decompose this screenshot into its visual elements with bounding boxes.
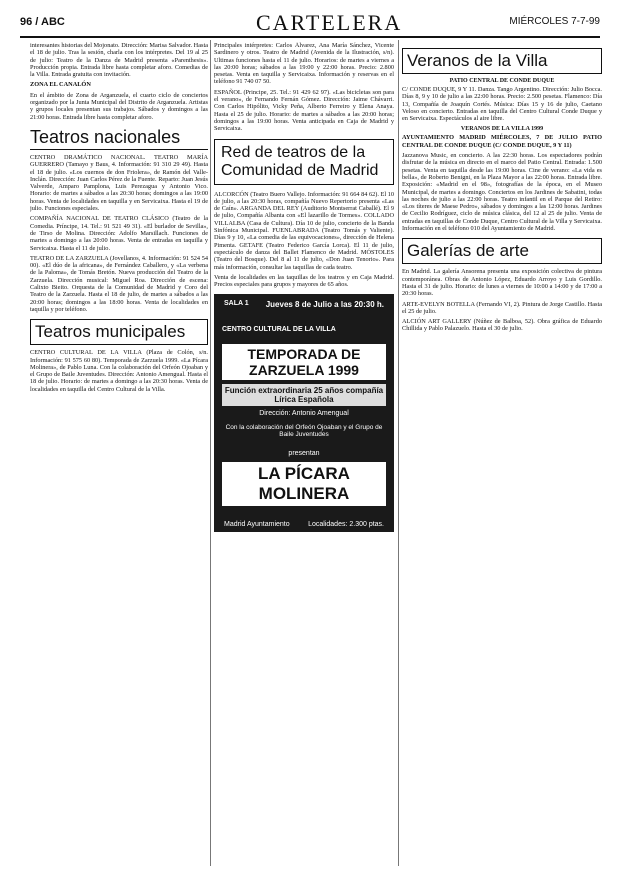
column-middle — [214, 42, 394, 864]
ad-logos: Madrid Ayuntamiento — [224, 521, 290, 529]
article-text: COMPAÑÍA NACIONAL DE TEATRO CLÁSICO (Teatro de la Comedia. Príncipe, 14. Tel.: 91 521 49 31). «El burlador de Sevilla», de Tirso de Molina. Dirección: Adolfo Marsillach. Funciones de martes a domingo a las 20:00 horas. Venta de entradas en taquilla y Servicaixa. Hasta el 11 de julio. — [30, 215, 208, 252]
ad-title: LA PÍCARA MOLINERA — [222, 462, 386, 506]
article-text: ALCIÓN ART GALLERY (Núñez de Balboa, 52). Obra gráfica de Eduardo Chillida y Pablo Palazuelo. Hasta el 30 de julio. — [402, 318, 602, 333]
article-text: Principales intérpretes: Carlos Álvarez, Ana María Sánchez, Vicente Sardinero y otros. Teatro de Madrid (Avenida de la Ilustración, s/n). Ultimas funciones hasta el 11 de julio. Horarios: de martes a viernes a las 20:00 horas; sábados a las 19:00 y 22:00 horas. Precio: 2.800 pesetas. Venta en taquilla y Servicaixa. Información y reservas en el teléfono 91 740 07 50. — [214, 42, 394, 86]
article-text: ESPAÑOL (Principe, 25. Tel.: 91 429 62 97). «Las bicicletas son para el verano», de Fernando Fernán Gómez. Dirección: Jaime Chávarri. Con Carlos Hipólito, Vicky Peña, Alberto Ferreiro y Elena Anaya. Hasta el 25 de julio. Horario: de martes a sábados a las 20:00 horas; domingos a las 19:00 horas. Venta anticipada en Caja de Madrid y Servicaixa. — [214, 88, 394, 133]
subheading: ZONA EL CANALÓN — [30, 81, 91, 89]
subheading: VERANOS DE LA VILLA 1999 — [460, 126, 544, 133]
ad-funcion: Función extraordinaria 25 años compañía Lírica Española — [222, 384, 386, 406]
article-text: Jazzanova Music, en concierto. A las 22:30 horas. Los espectadores podrán disfrutar de la música en directo en el marco del Patio Central. Entrada: 1.500 pesetas. Venta en taquilla desde las 19:00 horas. Cine de verano: «La vida es bella», de Roberto Benigni, en la Plaza Mayor a las 22:00 horas. Entrada libre. Exposición: «Madrid en el 98», fotografías de la época, en el Museo Municipal, de martes a domingo. Conciertos en los Jardines de Sabatini, todas las noches de julio a las 22:00 horas. Teatro infantil en el Parque del Retiro: «Los títeres de Maese Pedro», sábados y domingos a las 12:00 horas. Jardines de Cecilio Rodríguez, ciclo de música clásica, del 12 al 25 de julio. Venta de entradas en taquillas de Conde Duque, Centro Cultural de la Villa y Servicaixa. Información en el teléfono 010 del Ayuntamiento de Madrid. — [402, 152, 602, 233]
article-text: ALCORCÓN (Teatro Buero Vallejo. Información: 91 664 84 62). El 10 de julio, a las 20:30 horas, compañía Nuevo Repertorio presenta «Las de Caín». ARGANDA DEL REY (Auditorio Montserrat Caballé). El 9 de julio, Compañía Albanta con «El lazarillo de Tormes». COLLADO VILLALBA (Casa de Cultura). Día 10 de julio, concierto de la Banda Sinfónica Municipal. FUENLABRADA (Teatro Tomás y Valiente). Días 9 y 10, «La comedia de las equivocaciones», dirección de Helena Pimenta. GETAFE (Teatro Federico García Lorca). El 11 de julio, espectáculo de danza del Ballet Flamenco de Madrid. MÓSTOLES (Teatro del Bosque). Del 8 al 11 de julio, «Don Juan Tenorio». Para más información, consultar las taquillas de cada teatro. — [214, 190, 394, 271]
ad-collaboration: Con la colaboración del Orfeón Ojoaban y el Grupo de Baile Juventudes — [225, 424, 383, 439]
article-text: En el ámbito de Zona de Arganzuela, el cuarto ciclo de conciertos organizado por la Junta Municipal del Distrito de Arganzuela. Artistas y grupos locales presentan sus trabajos. Sábados y domingos a las 21:00 horas. Entrada libre hasta completar aforo. — [30, 91, 208, 121]
ad-director: Dirección: Antonio Amengual — [259, 410, 349, 418]
page-number: 96 / ABC — [20, 16, 65, 28]
section-heading-teatros-nacionales: Teatros nacionales — [30, 127, 208, 150]
ad-date: Jueves 8 de Julio a las 20:30 h. — [265, 300, 384, 310]
ad-presentan: presentan — [288, 450, 320, 458]
ad-season: TEMPORADA DE ZARZUELA 1999 — [222, 344, 386, 380]
section-title: CARTELERA — [256, 10, 403, 35]
subheading: PATIO CENTRAL DE CONDE DUQUE — [449, 78, 555, 84]
subheading: AYUNTAMIENTO MADRID MIÉRCOLES, 7 DE JULIO PATIO CENTRAL DE CONDE DUQUE (C/ CONDE DUQUE, 9 Y 11) — [402, 134, 602, 149]
article-text: TEATRO DE LA ZARZUELA (Jovellanos, 4. Información: 91 524 54 00). «El dúo de la africana», de Fernández Caballero, y «La verbena de la Paloma», de Tomás Bretón. Nueva producción del Teatro de la Zarzuela. Dirección musical: Miguel Roa. Dirección de escena: Calixto Bieito. Orquesta de la Comunidad de Madrid y Coro del Teatro de la Zarzuela. Hasta el 18 de julio, de martes a sábados a las 20:00 horas; domingos a las 18:00 horas. Venta de localidades en taquilla y por teléfono. — [30, 254, 208, 313]
article-text: C/ CONDE DUQUE, 9 Y 11. Danza. Tango Argentino. Dirección: Julio Bocca. Días 8, 9 y 10 de julio a las 22:00 horas. Precio: 2.500 pesetas. Flamenco: Día 13, Compañía de Joaquín Cortés. Música: Días 15 y 16 de julio, Caetano Veloso en concierto. Entradas en taquilla del Centro Cultural Conde Duque y en Servicaixa. Espectáculos al aire libre. — [402, 86, 602, 123]
zarzuela-advertisement — [214, 294, 394, 532]
page-header — [20, 10, 600, 38]
section-heading-teatros-municipales: Teatros municipales — [30, 319, 208, 345]
article-text: ARTE-EVELYN BOTELLA (Fernando VI, 2). Pintura de Jorge Castillo. Hasta el 25 de julio. — [402, 300, 602, 315]
ad-sala: SALA 1 — [224, 300, 249, 308]
column-left — [30, 42, 208, 864]
ad-price: Localidades: 2.300 ptas. — [308, 521, 384, 529]
article-text: Venta de localidades en las taquillas de los teatros y en Caja Madrid. Precios especiales para grupos y mayores de 65 años. — [214, 273, 394, 289]
section-heading-galerias-de-arte: Galerías de arte — [402, 238, 602, 264]
article-text: En Madrid. La galería Ansorena presenta una exposición colectiva de pintura contemporánea. Obras de Antonio López, Eduardo Arroyo y Luis Gordillo. Hasta el 31 de julio. Horario: de lunes a viernes de 10:00 a 14:00 y de 17:00 a 20:30 horas. — [402, 268, 602, 298]
section-heading-veranos-de-la-villa: Veranos de la Villa — [402, 48, 602, 74]
intro-text: interesantes historias del Mojonato. Dirección: Marisa Salvador. Hasta el 18 de julio. Tras la sesión, charla con los intérpretes. Del 19 al 25 de julio: Teatro de la Danza de Madrid presenta «Parenthesis». Producción propia. Entrada libre hasta completar aforo. Comedias de la Villa. Entrada gratuita con invitación. — [30, 42, 208, 79]
ad-venue: CENTRO CULTURAL DE LA VILLA — [222, 326, 336, 334]
article-text: CENTRO DRAMÁTICO NACIONAL. TEATRO MARÍA GUERRERO (Tamayo y Baus, 4. Información: 91 310 29 49). Hasta el 18 de julio. «Los cuernos de don Friolera», de Ramón del Valle-Inclán. Dirección: Juan Carlos Pérez de la Fuente. Reparto: Juan Jesús Valverde, Amparo Pamplona, Luis Perezagua y Antonio Vico. Horario: de martes a sábados a las 20:30 horas; domingos a las 19:00 horas. Venta de localidades en taquilla y en Servicaixa. Hasta el 19 de julio. Funciones especiales. — [30, 153, 208, 213]
column-right — [402, 42, 602, 864]
column-divider — [210, 40, 211, 866]
section-heading-red-de-teatros: Red de teatros de la Comunidad de Madrid — [214, 139, 394, 185]
article-text: CENTRO CULTURAL DE LA VILLA (Plaza de Colón, s/n. Información: 91 575 60 80). Temporada de Zarzuela 1999. «La Pícara Molinera», de Pablo Luna. Con la colaboración del Orfeón Ojoaban y el Grupo de Baile Juventudes. Dirección: Antonio Amengual. Hasta el 18 de julio. Horario: de martes a domingo a las 20:30 horas. Venta de localidades en taquilla del Centro Cultural de la Villa. — [30, 349, 208, 393]
page-date: MIÉRCOLES 7-7-99 — [509, 16, 600, 27]
column-divider — [398, 40, 399, 866]
